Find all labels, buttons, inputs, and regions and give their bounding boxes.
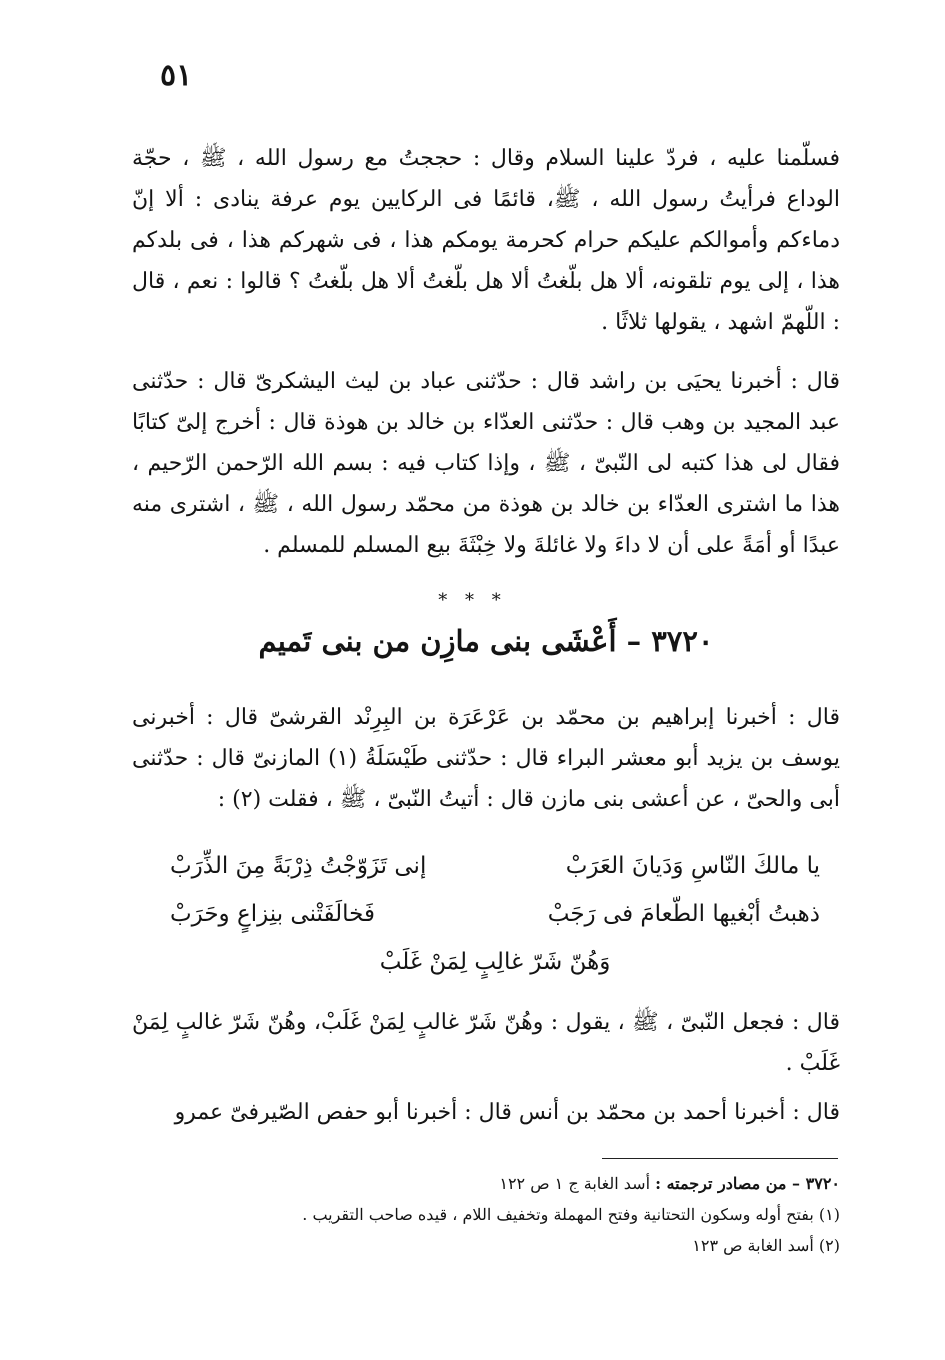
footnotes <box>132 1168 840 1261</box>
poem-hemistich: يا مالكَ النّاسِ وَدَيانَ العَرَبْ <box>565 853 820 879</box>
footnote-sources <box>132 1168 840 1199</box>
page-number: ٥١ <box>160 58 193 93</box>
poem-verse-1 <box>170 846 820 894</box>
footnote-2: (٢) أسد الغابة ص ١٢٣ <box>692 1236 840 1255</box>
poem-hemistich: إنى تَزَوّجْتُ ذِرْبَةً مِنَ الذِّرَبْ <box>170 853 427 879</box>
footnote-1: (١) بفتح أوله وسكون التحتانية وفتح المهملة وتخفيف اللام ، قيده صاحب التقريب . <box>302 1205 840 1224</box>
poem-hemistich: وَهُنّ شَرّ غالِبٍ لِمَنْ غَلَبْ <box>379 949 611 975</box>
footnote-sources-text: أسد الغابة ج ١ ص ١٢٢ <box>499 1174 651 1193</box>
poem-verse-3 <box>170 942 820 990</box>
poem-hemistich: فَخالَفَتْنى بنِزاعٍ وحَرَبْ <box>170 901 375 927</box>
footnote-divider <box>602 1158 838 1159</box>
poem-hemistich: ذهبتُ أبْغيها الطّعامَ فى رَجَبْ <box>547 901 820 927</box>
paragraph-asha-narration: قال : أخبرنا إبراهيم بن محمّد بن عَرْعَرَة بن البِرِنْد القرشىّ قال : أخبرنى يوسف بن يزيد أبو معشر البراء قال : حدّثنى طَيْسَلَةُ (١) المازنىّ قال : حدّثنى أبى والحىّ ، عن أعشى بنى مازن قال : أتيتُ النّبىّ ، ﷺ ، فقلت (٢) : <box>132 705 840 812</box>
paragraph-sale-document: قال : أخبرنا يحيَى بن راشد قال : حدّثنى عباد بن ليث اليشكرىّ قال : حدّثنى عبد المجيد بن وهب قال : حدّثنى العدّاء بن خالد بن هوذة قال : أخرج إلىّ كتابًا فقال لى هذا كتبه لى النّبىّ ، ﷺ ، وإذا كتاب فيه : بسم الله الرّحمن الرّحيم ، هذا ما اشترى العدّاء بن خالد بن هوذة من محمّد رسول الله ، ﷺ ، اشترى منه عبدًا أو أمَةً على أن لا داءَ ولا غائلةَ ولا خِبْثَةَ بيع المسلم للمسلم . <box>132 369 840 558</box>
paragraph-prophet-repeats: قال : فجعل النّبىّ ، ﷺ ، يقول : وهُنّ شَرّ غالبٍ لِمَنْ غَلَبْ، وهُنّ شَرّ غالبٍ لِمَنْ غَلَبْ . <box>132 1010 840 1076</box>
paragraph-hajj-sermon: فسلّمنا عليه ، فردّ علينا السلام وقال : حججتُ مع رسول الله ، ﷺ ، حجّة الوداع فرأيتُ رسول الله ، ﷺ، قائمًا فى الركايين يوم عرفة ينادى : ألا إنّ دماءكم وأموالكم عليكم حرام كحرمة يومكم هذا ، فى شهركم هذا ، فى بلدكم هذا ، إلى يوم تلقونه، ألا هل بلّغتُ ألا هل بلّغتُ ألا هل بلّغتُ ؟ قالوا : نعم ، قال : اللّهمّ اشهد ، يقولها ثلاثًا . <box>132 146 840 335</box>
footnote-sources-heading: ٣٧٢٠ – من مصادر ترجمته : <box>655 1174 840 1193</box>
poem-verse-2 <box>170 894 820 942</box>
paragraph-isnad-continues: قال : أخبرنا أحمد بن محمّد بن أنس قال : أخبرنا أبو حفص الصّيرفىّ عمرو <box>174 1100 840 1125</box>
section-title: ٣٧٢٠ – أَعْشَى بنى مازِن من بنى تَميم <box>258 624 714 658</box>
poem <box>170 846 820 990</box>
section-separator: * * * <box>438 590 507 611</box>
